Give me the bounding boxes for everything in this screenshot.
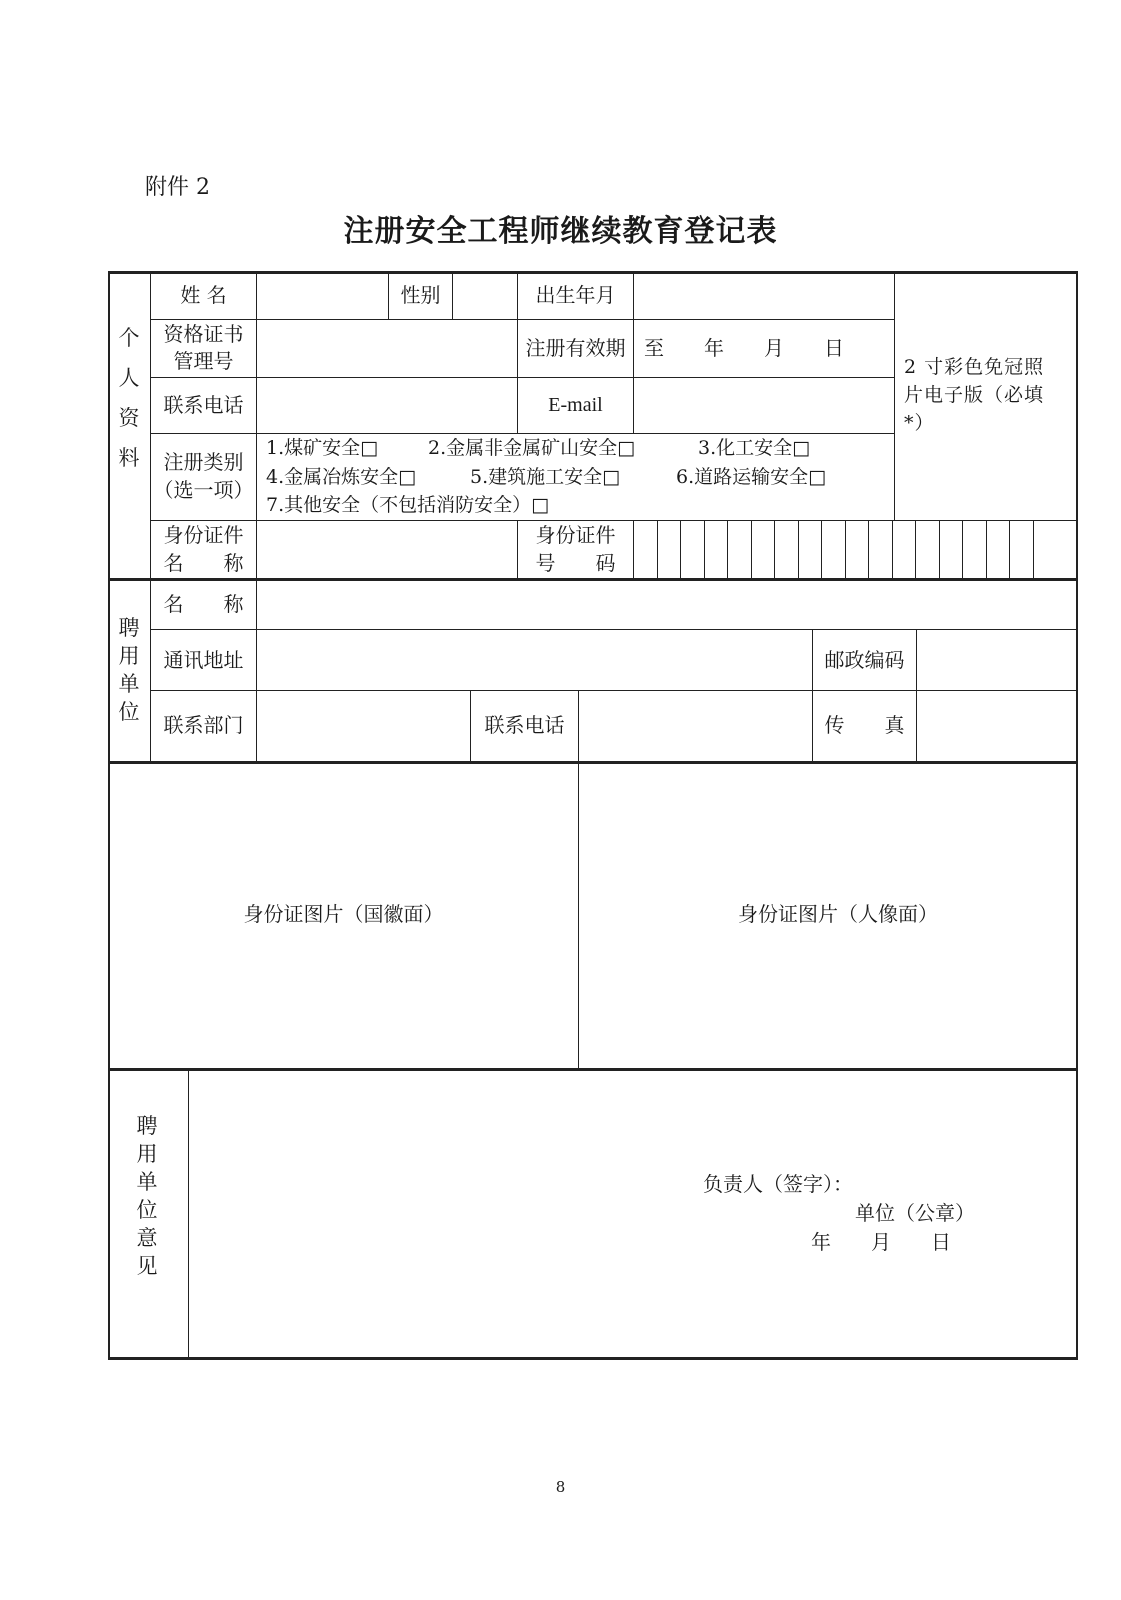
section-personal-label: 个人资料 (118, 326, 140, 470)
address-field[interactable] (258, 631, 811, 689)
category-option-3[interactable]: 3.化工安全□ (698, 437, 811, 459)
birth-field[interactable] (635, 273, 893, 318)
name-label: 姓 名 (180, 283, 227, 307)
attachment-label: 附件 2 (145, 175, 210, 200)
id-number-label-line2: 号 码 (535, 551, 616, 575)
employer-phone-field[interactable] (580, 692, 811, 760)
id-portrait-label: 身份证图片（人像面） (738, 902, 938, 926)
phone-field[interactable] (258, 379, 516, 432)
fax-field[interactable] (918, 692, 1076, 760)
birth-label: 出生年月 (535, 283, 616, 307)
validity-field[interactable]: 至 年 月 日 (644, 336, 844, 360)
id-number-field[interactable] (635, 522, 1076, 577)
phone-label: 联系电话 (163, 393, 244, 417)
category-option-6[interactable]: 6.道路运输安全□ (676, 466, 827, 488)
id-emblem-upload[interactable] (110, 764, 577, 1067)
id-name-label-line1: 身份证件 (163, 523, 244, 547)
category-option-1[interactable]: 1.煤矿安全□ (266, 437, 379, 459)
opinion-date: 年 月 日 (811, 1230, 951, 1254)
address-label: 通讯地址 (163, 648, 244, 672)
id-number-label-line1: 身份证件 (535, 523, 616, 547)
section-opinion-label: 聘用单位意见 (136, 1114, 158, 1278)
id-name-label-line2: 名 称 (163, 551, 244, 575)
category-option-7[interactable]: 7.其他安全（不包括消防安全）□ (266, 494, 550, 516)
category-label-line1: 注册类别 (163, 450, 244, 474)
gender-label: 性别 (400, 283, 441, 307)
email-field[interactable] (635, 379, 893, 432)
employer-name-field[interactable] (258, 581, 1076, 628)
photo-note: 2 寸彩色免冠照片电子版（必填*） (904, 356, 1045, 434)
cert-label-line2: 管理号 (173, 349, 234, 373)
cert-label-line1: 资格证书 (163, 322, 244, 346)
department-label: 联系部门 (163, 713, 244, 737)
cert-number-field[interactable] (258, 321, 516, 376)
category-option-4[interactable]: 4.金属冶炼安全□ (266, 466, 417, 488)
photo-box[interactable] (896, 273, 1076, 519)
id-name-field[interactable] (258, 522, 516, 577)
department-field[interactable] (258, 692, 469, 760)
category-option-2[interactable]: 2.金属非金属矿山安全□ (428, 437, 636, 459)
signer-label: 负责人（签字）： (703, 1172, 853, 1196)
category-option-5[interactable]: 5.建筑施工安全□ (470, 466, 621, 488)
fax-label: 传 真 (824, 713, 905, 737)
postcode-field[interactable] (918, 631, 1076, 689)
section-employer-label: 聘用单位 (118, 616, 140, 724)
seal-label: 单位（公章） (855, 1201, 975, 1225)
email-label: E-mail (548, 394, 603, 416)
page-number: 8 (555, 1478, 566, 1496)
postcode-label: 邮政编码 (824, 648, 905, 672)
category-label-line2: （选一项） (153, 478, 254, 502)
employer-name-label: 名 称 (163, 592, 244, 616)
gender-field[interactable] (454, 273, 516, 318)
id-portrait-upload[interactable] (580, 764, 1076, 1067)
name-field[interactable] (258, 273, 387, 318)
validity-label: 注册有效期 (525, 336, 626, 360)
employer-phone-label: 联系电话 (484, 713, 565, 737)
form-title: 注册安全工程师继续教育登记表 (343, 214, 778, 249)
id-emblem-label: 身份证图片（国徽面） (243, 902, 444, 926)
